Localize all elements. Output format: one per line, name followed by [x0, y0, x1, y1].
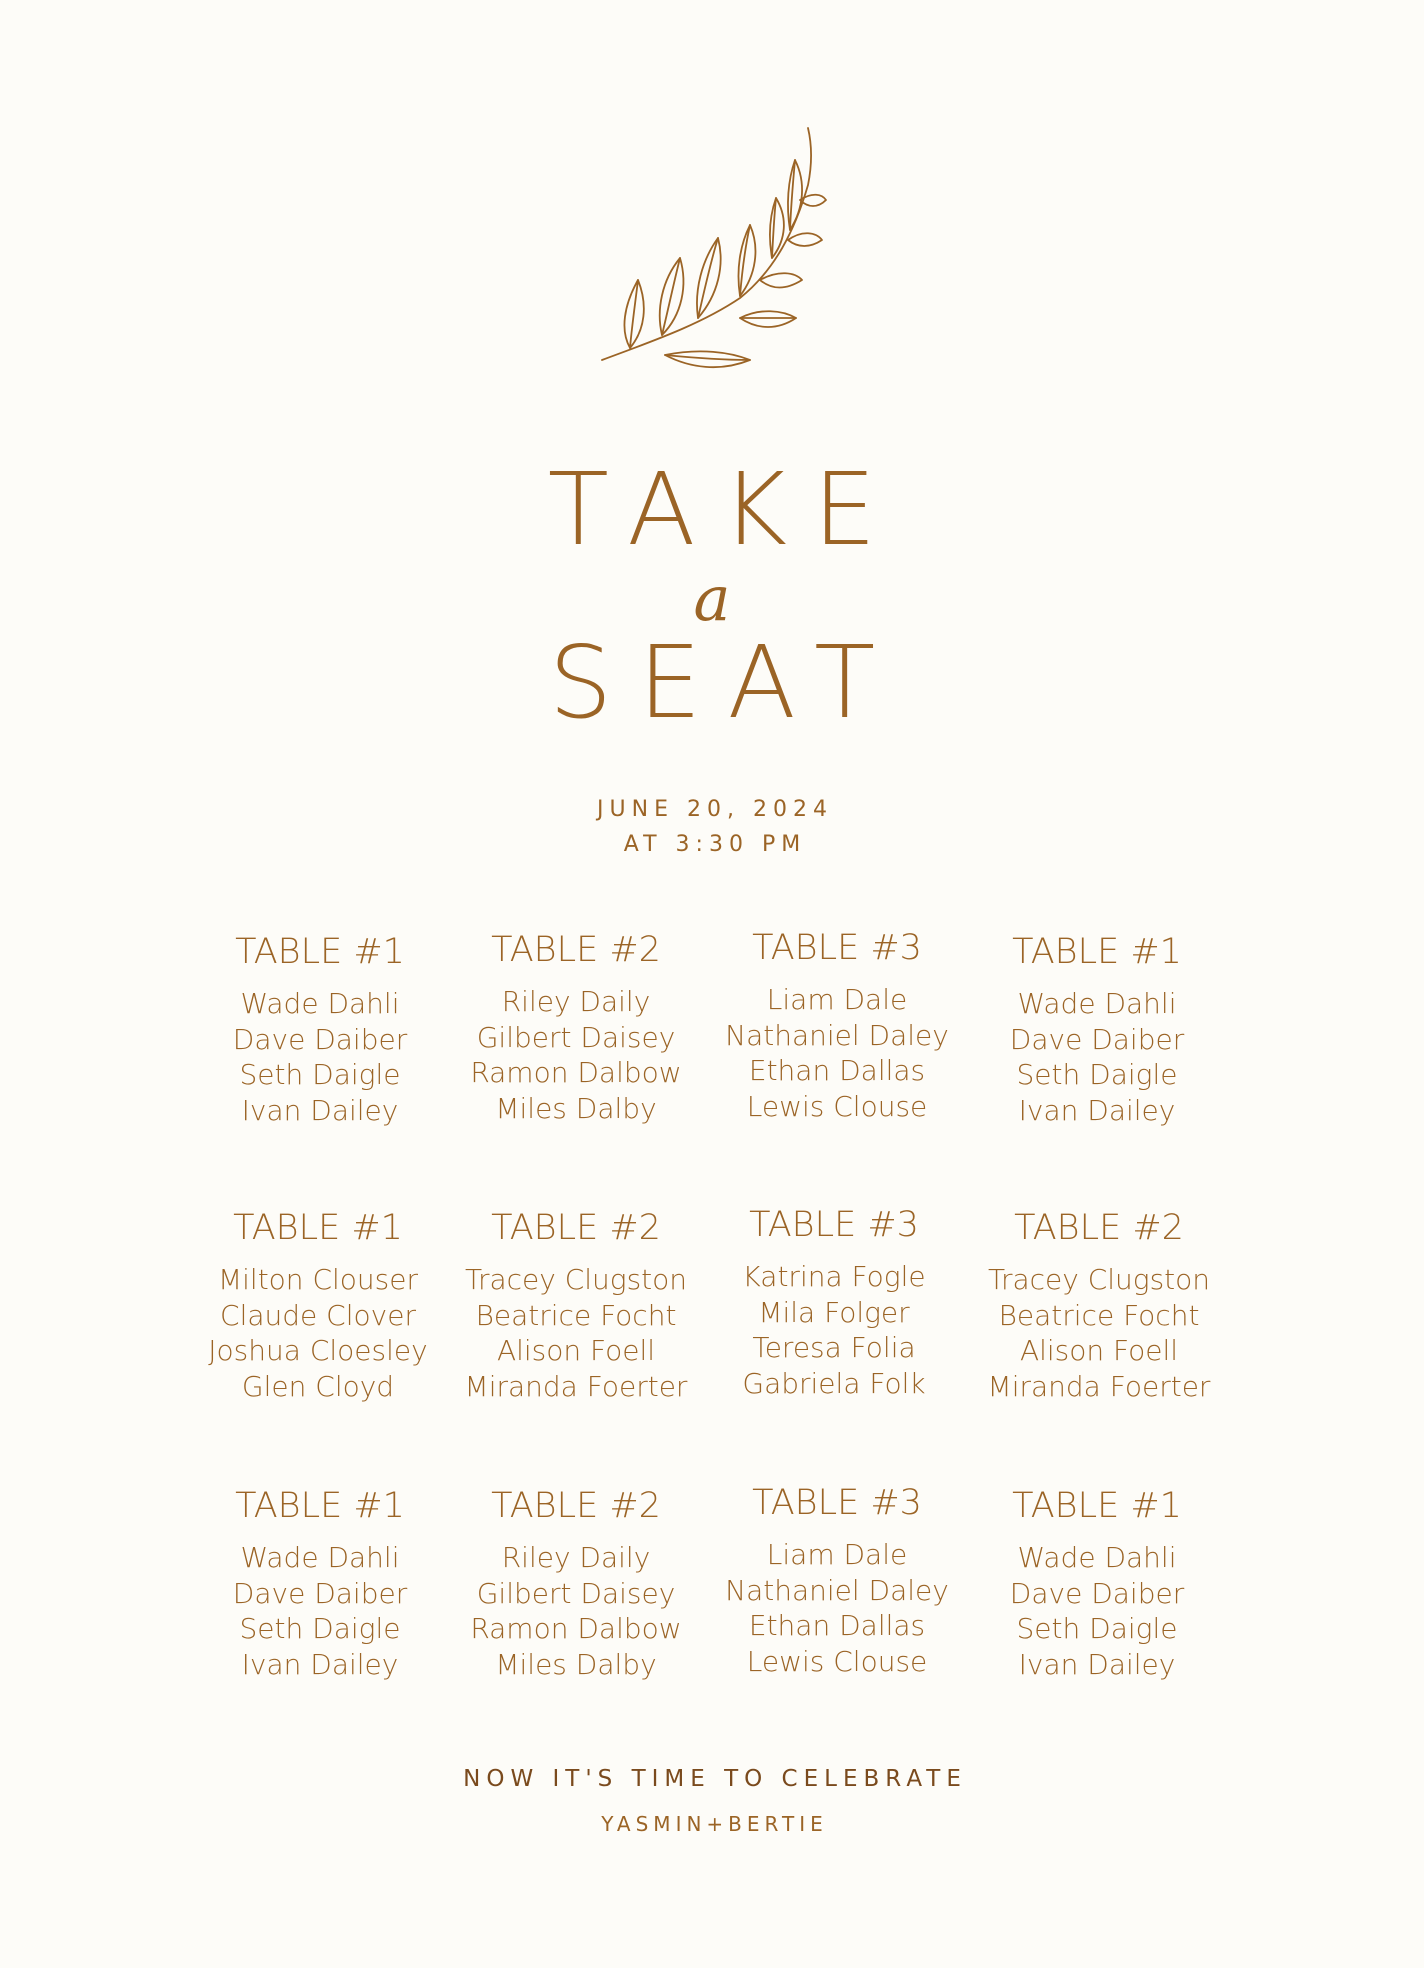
- table-card: [190, 1486, 450, 1682]
- guest-name: Ramon Dalbow: [470, 1612, 682, 1645]
- guest-name: Ivan Dailey: [1018, 1093, 1176, 1127]
- guest-name: Teresa Folia: [752, 1331, 916, 1364]
- event-date: JUNE 20, 2024: [597, 797, 833, 822]
- guest-name: Ethan Dallas: [748, 1609, 926, 1642]
- guest-name: Nathaniel Daley: [725, 1018, 949, 1052]
- guest-name: Dave Daiber: [1009, 1022, 1185, 1056]
- guest-name: Wade Dahli: [1017, 1541, 1177, 1574]
- table-heading: TABLE #1: [235, 1486, 405, 1526]
- table-card: [707, 928, 967, 1124]
- guest-name: Glen Cloyd: [241, 1369, 395, 1403]
- guest-name: Seth Daigle: [1016, 1058, 1178, 1091]
- guest-name: Ivan Dailey: [1018, 1647, 1176, 1681]
- guest-name: Seth Daigle: [239, 1612, 401, 1645]
- title-take: TAKE: [547, 451, 903, 568]
- title-connector: a: [693, 562, 731, 635]
- guest-name: Miranda Foerter: [987, 1369, 1211, 1403]
- table-heading: TABLE #2: [491, 1486, 661, 1526]
- guest-name: Liam Dale: [766, 1538, 908, 1571]
- guest-name: Joshua Cloesley: [208, 1334, 428, 1367]
- guest-name: Ramon Dalbow: [470, 1056, 682, 1089]
- table-heading: TABLE #1: [1012, 1486, 1182, 1526]
- table-card: [446, 1208, 706, 1404]
- table-card: [967, 1486, 1227, 1682]
- guest-name: Dave Daiber: [1009, 1576, 1185, 1610]
- guest-name: Ethan Dallas: [748, 1054, 926, 1087]
- guest-name: Alison Foell: [496, 1334, 656, 1367]
- guest-name: Riley Daily: [501, 985, 651, 1018]
- guest-name: Dave Daiber: [232, 1576, 408, 1610]
- guest-name: Gabriela Folk: [742, 1366, 926, 1400]
- guest-name: Alison Foell: [1019, 1334, 1179, 1367]
- guest-name: Beatrice Focht: [475, 1298, 677, 1332]
- table-card: [969, 1208, 1229, 1404]
- guest-name: Lewis Clouse: [746, 1644, 928, 1678]
- footer-tagline: NOW IT'S TIME TO CELEBRATE: [463, 1766, 967, 1792]
- table-card: [704, 1205, 964, 1401]
- table-heading: TABLE #1: [1012, 932, 1182, 972]
- table-card: [190, 932, 450, 1128]
- guest-name: Milton Clouser: [217, 1263, 418, 1296]
- event-time: AT 3:30 PM: [623, 832, 807, 857]
- guest-name: Dave Daiber: [232, 1022, 408, 1056]
- table-heading: TABLE #1: [235, 932, 405, 972]
- guest-name: Miles Dalby: [495, 1647, 657, 1681]
- table-heading: TABLE #2: [491, 930, 661, 970]
- guest-name: Gilbert Daisey: [476, 1020, 676, 1054]
- table-heading: TABLE #2: [1014, 1208, 1184, 1248]
- table-heading: TABLE #2: [491, 1208, 661, 1248]
- table-heading: TABLE #3: [749, 1205, 919, 1245]
- table-card: [967, 932, 1227, 1128]
- guest-name: Gilbert Daisey: [476, 1576, 676, 1610]
- table-heading: TABLE #3: [752, 928, 922, 968]
- guest-name: Lewis Clouse: [746, 1089, 928, 1123]
- guest-name: Beatrice Focht: [998, 1298, 1200, 1332]
- guest-name: Nathaniel Daley: [725, 1573, 949, 1607]
- guest-name: Wade Dahli: [240, 1541, 400, 1574]
- guest-name: Seth Daigle: [239, 1058, 401, 1091]
- guest-name: Katrina Fogle: [742, 1260, 926, 1293]
- guest-name: Tracey Clugston: [464, 1263, 688, 1296]
- guest-name: Miles Dalby: [495, 1091, 657, 1125]
- table-heading: TABLE #1: [233, 1208, 403, 1248]
- table-card: [446, 930, 706, 1126]
- footer-couple-names: YASMIN+BERTIE: [601, 1812, 828, 1836]
- table-card: [707, 1483, 967, 1679]
- guest-name: Claude Clover: [220, 1298, 416, 1332]
- guest-name: Wade Dahli: [240, 987, 400, 1020]
- table-card: [188, 1208, 448, 1404]
- guest-name: Mila Folger: [758, 1295, 910, 1329]
- guest-name: Ivan Dailey: [241, 1093, 399, 1127]
- guest-name: Miranda Foerter: [464, 1369, 688, 1403]
- guest-name: Wade Dahli: [1017, 987, 1177, 1020]
- guest-name: Liam Dale: [766, 983, 908, 1016]
- guest-name: Tracey Clugston: [987, 1263, 1211, 1296]
- guest-name: Ivan Dailey: [241, 1647, 399, 1681]
- table-card: [446, 1486, 706, 1682]
- table-heading: TABLE #3: [752, 1483, 922, 1523]
- title-seat: SEAT: [548, 624, 902, 741]
- guest-name: Seth Daigle: [1016, 1612, 1178, 1645]
- guest-name: Riley Daily: [501, 1541, 651, 1574]
